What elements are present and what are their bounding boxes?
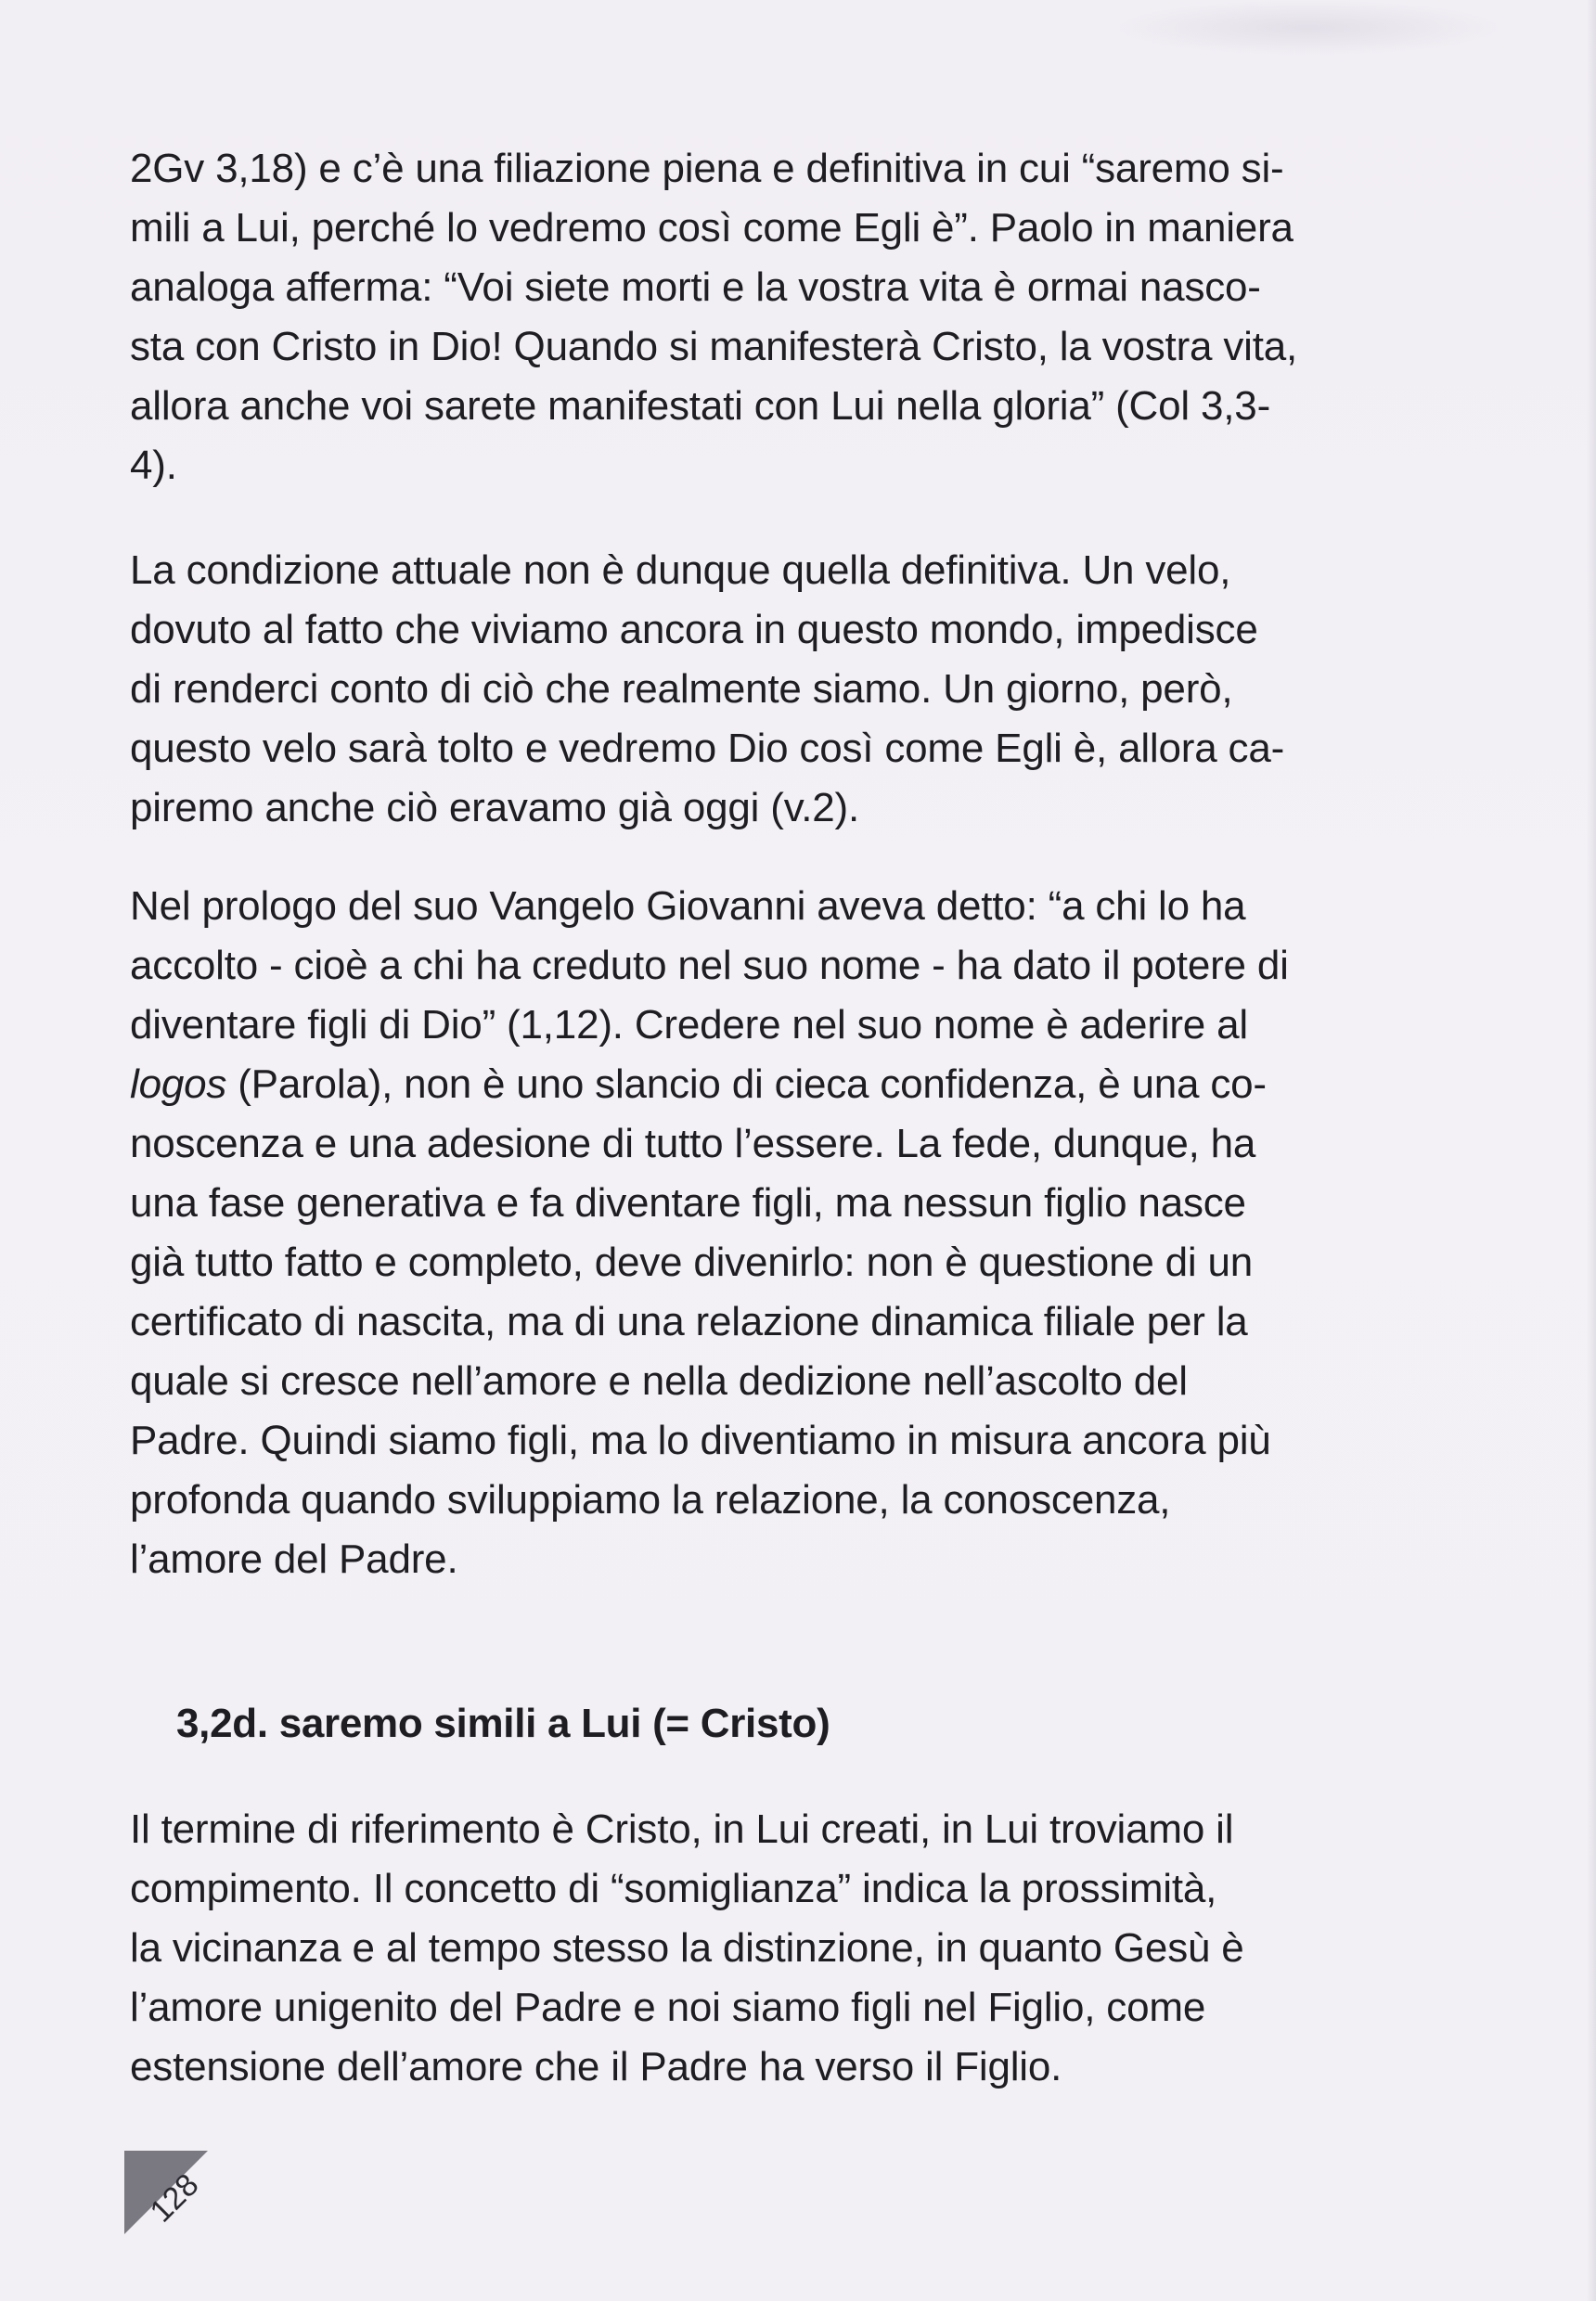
paragraph-3-part-1: Nel prologo del suo Vangelo Giovanni aveva detto: “a chi lo ha accolto - cioè a chi ha creduto nel suo nome - ha dato il potere di diventare figli di Dio” (1,12). Credere nel suo nome è aderire al [130,883,1289,1048]
body-text-2 [130,1800,1423,2097]
paragraph-1: 2Gv 3,18) e c’è una filiazione piena e definitiva in cui “saremo si- mili a Lui, perché lo vedremo così come Egli è”. Paolo in maniera analoga afferma: “Voi siete morti e la vostra vita è ormai nasco- sta con Cristo in Dio! Quando si manifesterà Cristo, la vostra vita, allora anche voi sarete manifestati con Lui nella gloria” (Col 3,3- 4). [130,146,1298,488]
page-edge [1587,0,1596,2301]
paragraph-3 [130,877,1423,1589]
paragraph-4: Il termine di riferimento è Cristo, in Lui creati, in Lui troviamo il compimento. Il concetto di “somiglianza” indica la prossimità, la vicinanza e al tempo stesso la distinzione, in quanto Gesù è l’amore unigenito del Padre e noi siamo figli nel Figlio, come estensione dell’amore che il Padre ha verso il Figlio. [130,1806,1244,2089]
page-number: 128 [143,2166,206,2230]
scan-shadow [1113,0,1503,56]
paragraph-3-part-2: (Parola), non è uno slancio di cieca confidenza, è una co- noscenza e una adesione di tutto l’essere. La fede, dunque, ha una fase generativa e fa diventare figli, ma nessun figlio nasce già tutto fatto e completo, deve divenirlo: non è questione di un certificato di nascita, ma di una relazione dinamica filiale per la quale si cresce nell’amore e nella dedizione nell’ascolto del Padre. Quindi siamo figli, ma lo diventiamo in misura ancora più profonda quando sviluppiamo la relazione, la conoscenza, l’amore del Padre. [130,1061,1271,1582]
italic-term: logos [130,1061,227,1107]
section-heading: 3,2d. saremo simili a Lui (= Cristo) [176,1701,830,1746]
paragraph-2: La condizione attuale non è dunque quella definitiva. Un velo, dovuto al fatto che viviamo ancora in questo mondo, impedisce di renderci conto di ciò che realmente siamo. Un giorno, però, questo velo sarà tolto e vedremo Dio così come Egli è, allora ca- piremo anche ciò eravamo già oggi (v.2). [130,547,1285,830]
